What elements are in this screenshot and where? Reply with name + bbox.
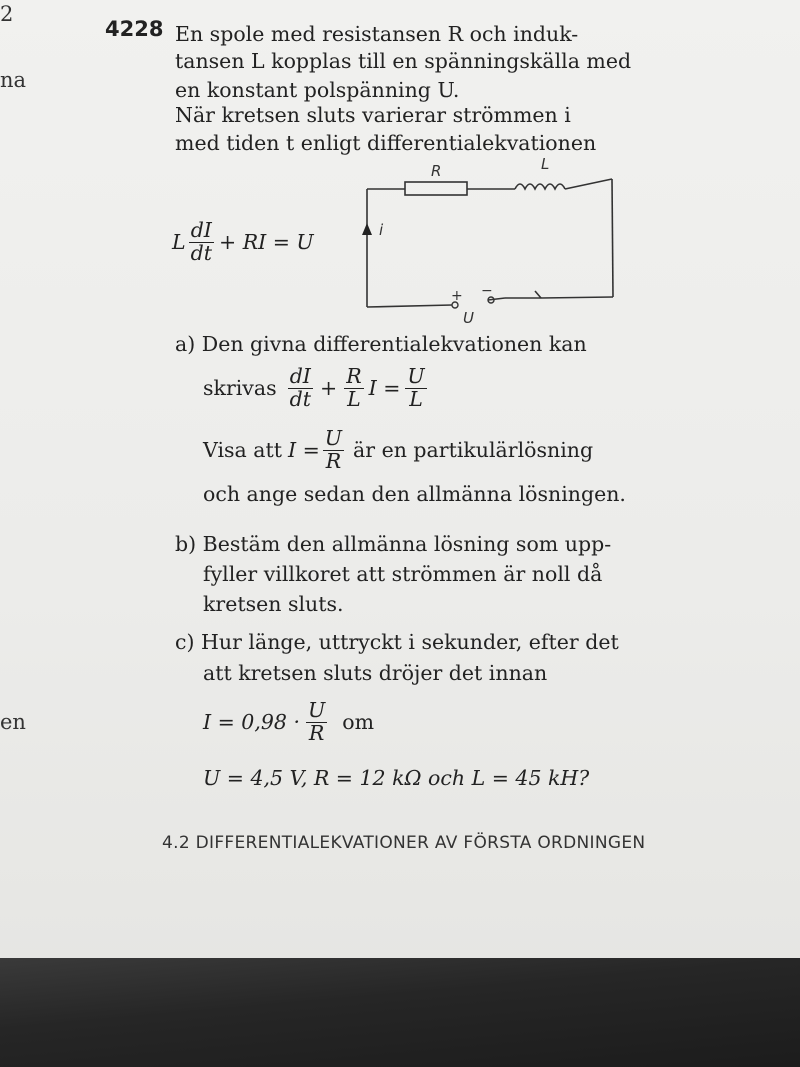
margin-fragment-lower: en	[0, 710, 26, 734]
margin-fragment-upper: na	[0, 68, 27, 92]
inductor-symbol	[515, 184, 565, 189]
intro-line-5: med tiden t enligt differentialekvationen	[175, 131, 597, 155]
source-label: U	[463, 309, 474, 327]
part-b-line-3: kretsen sluts.	[203, 592, 344, 616]
minus-label: −	[481, 283, 493, 299]
part-c-line-2: att kretsen sluts dröjer det innan	[203, 661, 548, 685]
equation-rest: + RI = U	[219, 230, 314, 255]
circuit-diagram	[355, 155, 625, 330]
inductor-label: L	[541, 155, 550, 173]
part-a-line-end: och ange sedan den allmänna lösningen.	[203, 482, 626, 506]
resistor-symbol	[405, 182, 467, 195]
intro-line-4: När kretsen sluts varierar strömmen i	[175, 103, 571, 127]
resistor-label: R	[431, 162, 442, 180]
problem-number: 4228	[105, 17, 164, 41]
part-b-line-1: b) Bestäm den allmänna lösning som upp-	[175, 532, 612, 556]
part-a-label: a)	[175, 332, 196, 356]
plus-label: +	[451, 288, 463, 304]
part-c-expression: I = 0,98 · $\frac{U}{R}$ om	[203, 698, 375, 745]
equation-fraction: $\frac{dI}{dt}$	[190, 218, 212, 265]
current-arrow	[362, 223, 372, 235]
part-b-line-2: fyller villkoret att strömmen är noll då	[203, 562, 603, 586]
dark-background	[0, 958, 800, 1067]
differential-equation	[172, 220, 314, 264]
intro-line-2: tansen L kopplas till en spänningskälla med	[175, 49, 632, 73]
current-label: i	[379, 221, 384, 239]
part-c-values: U = 4,5 V, R = 12 kΩ och L = 45 kH?	[203, 766, 590, 790]
part-b-label: b)	[175, 532, 197, 556]
chapter-footer: 4.2 DIFFERENTIALEKVATIONER AV FÖRSTA ORDNINGEN	[162, 833, 646, 853]
intro-line-1: En spole med resistansen R och induk-	[175, 22, 579, 46]
part-a-equation: skrivas $\frac{dI}{dt}$ + $\frac{R}{L}$ I = $\frac{U}{L}$	[203, 364, 425, 411]
part-c-line-1: c) Hur länge, uttryckt i sekunder, efter det	[175, 630, 619, 654]
part-a-particular: Visa att I = $\frac{U}{R}$ är en partikulärlösning	[203, 426, 594, 473]
equation-coef: L	[172, 230, 186, 255]
part-c-label: c)	[175, 630, 195, 654]
intro-line-3: en konstant polspänning U.	[175, 78, 460, 102]
margin-fragment-top: 2	[0, 2, 14, 26]
part-a-line-1: a) Den givna differentialekvationen kan	[175, 332, 587, 356]
